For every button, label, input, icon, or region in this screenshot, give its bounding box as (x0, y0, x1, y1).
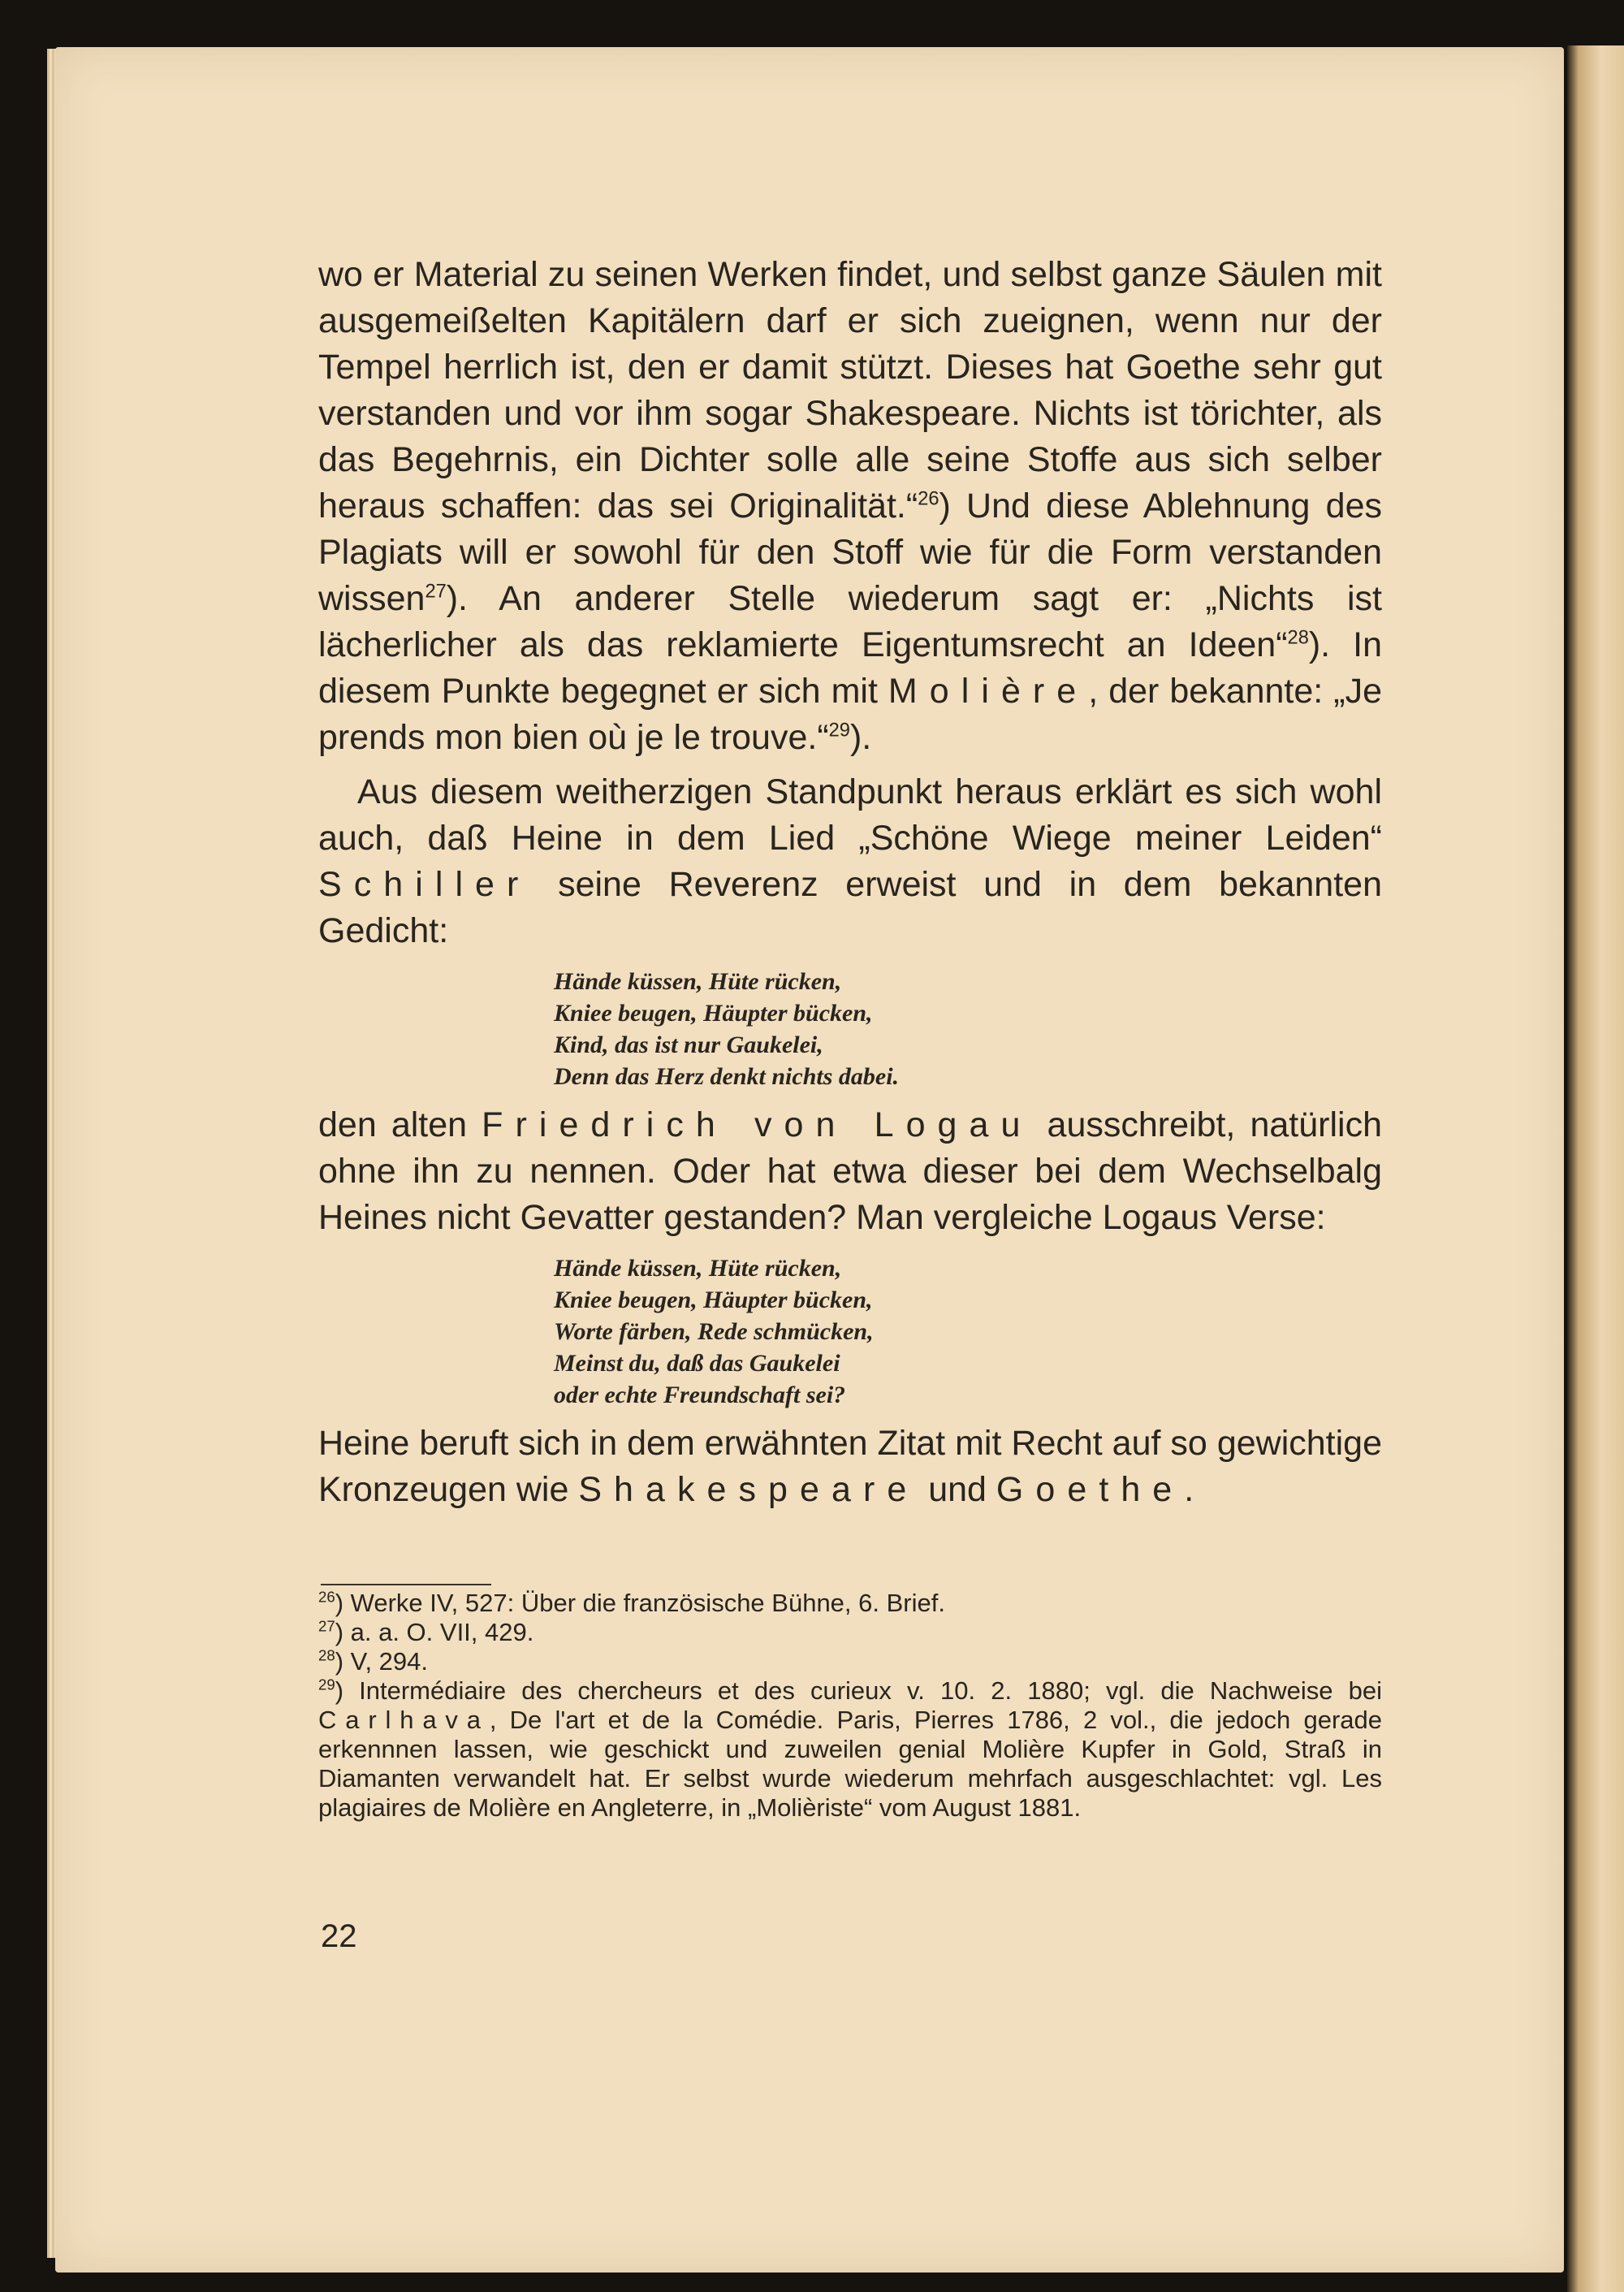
verse-line: Kniee beugen, Häupter bücken, (554, 1287, 873, 1313)
page-number: 22 (321, 1918, 357, 1954)
paragraph-2: Aus diesem weitherzigen Standpunkt heraus erklärt es sich wohl auch, daß Heine in dem Lied „Schöne Wiege meiner Leiden“ Schiller seine Reverenz erweist und in dem bekannten Gedicht: (318, 772, 1382, 950)
book-gutter (1567, 45, 1624, 2292)
verse-line: Denn das Herz denkt nichts dabei. (554, 1063, 900, 1090)
footnote-ref-27: 27 (425, 581, 447, 603)
verse-logau (554, 1252, 1382, 1411)
name-shakespeare: Shakespeare (578, 1470, 919, 1509)
footnote-27: $^{27}$) a. a. O. VII, 429. (318, 1617, 534, 1646)
main-text (318, 252, 1382, 1513)
name-schiller: Schiller (318, 865, 531, 904)
name-carlhava: Carlhava (318, 1706, 490, 1734)
footnote-29: $^{29}$) Intermédiaire des chercheurs et des curieux v. 10. 2. 1880; vgl. die Nachweise bei Carlhava, De l'art et de la Comédie. Paris, Pierres 1786, 2 vol., die jedoch gerade erkennnen lassen, wie geschickt und zuweilen genial Molière Kupfer in Gold, Straß in Diamanten verwandelt hat. Er selbst wurde wiederum mehrfach ausgeschlachtet: vgl. Les plagiaires de Molière en Angleterre, in „Molièriste“ vom August 1881. (318, 1676, 1382, 1822)
footnote-26: $^{26}$) Werke IV, 527: Über die französische Bühne, 6. Brief. (318, 1588, 945, 1617)
footnote-28: $^{28}$) V, 294. (318, 1646, 429, 1676)
footnote-ref-26: 26 (918, 488, 939, 510)
verse-line: Hände küssen, Hüte rücken, (554, 1255, 842, 1282)
name-logau: Friedrich von Logau (482, 1105, 1033, 1144)
paragraph-1: wo er Material zu seinen Werken findet, und selbst ganze Säulen mit ausgemeißelten Kapitälern darf er sich zueignen, wenn nur der Tempel herrlich ist, den er damit stützt. Dieses hat Goethe sehr gut verstanden und vor ihm sogar Shakespeare. Nichts ist törichter, als das Begehrnis, ein Dichter solle alle seine Stoffe aus sich selber heraus schaffen: das sei Originalität.“$^{26}$) Und diese Ablehnung des Plagiats will er sowohl für den Stoff wie für die Form verstanden wissen$^{27}$). An anderer Stelle wiederum sagt er: „Nichts ist lächerlicher als das reklamierte Eigentumsrecht an Ideen“$^{28}$). In diesem Punkte begegnet er sich mit Molière, der bekannte: „Je prends mon bien où je le trouve.“$^{29}$). (318, 255, 1383, 757)
paragraph-4: Heine beruft sich in dem erwähnten Zitat mit Recht auf so gewichtige Kronzeugen wie Shakespeare und Goethe. (318, 1424, 1382, 1509)
footnotes (318, 1589, 1382, 1823)
verse-line: Hände küssen, Hüte rücken, (554, 968, 842, 995)
verse-line: Worte färben, Rede schmücken, (554, 1318, 874, 1345)
footnote-ref-29: 29 (828, 720, 850, 742)
paragraph-3: den alten Friedrich von Logau ausschreibt, natürlich ohne ihn zu nennen. Oder hat etwa dieser bei dem Wechselbalg Heines nicht Gevatter gestanden? Man vergleiche Logaus Verse: (318, 1105, 1382, 1237)
footnote-ref-28: 28 (1287, 627, 1309, 649)
name-goethe: Goethe (996, 1470, 1185, 1509)
verse-line: Kind, das ist nur Gaukelei, (554, 1031, 823, 1058)
verse-line: Kniee beugen, Häupter bücken, (554, 1000, 873, 1027)
verse-heine (554, 966, 1382, 1092)
verse-line: Meinst du, daß das Gaukelei (554, 1350, 840, 1377)
name-moliere: Molière (888, 672, 1089, 711)
footnote-rule (321, 1584, 491, 1585)
verse-line: oder echte Freundschaft sei? (554, 1382, 846, 1408)
